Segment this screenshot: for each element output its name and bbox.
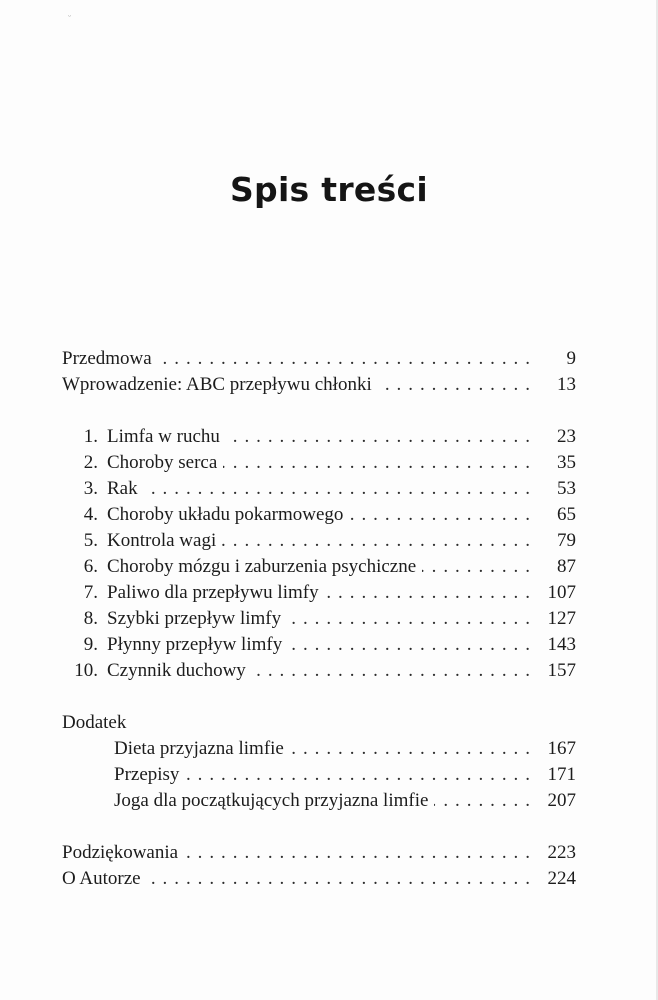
dot-leader: [144, 476, 530, 502]
toc-entry-page: 167: [547, 738, 576, 759]
toc-chapter-3[interactable]: [62, 476, 576, 502]
toc-entry-title: Limfa w ruchu: [107, 426, 220, 447]
toc-appendix-item-3[interactable]: [62, 788, 576, 814]
toc-appendix-item-2[interactable]: [62, 762, 576, 788]
chapter-number: 4.: [83, 504, 98, 525]
toc-entry-page: 35: [557, 452, 576, 473]
dot-leader: [287, 606, 530, 632]
toc-entry-introduction[interactable]: [62, 372, 576, 398]
chapter-number: 7.: [83, 582, 98, 603]
toc-entry-page: 224: [547, 868, 576, 889]
toc-entry-title: Wprowadzenie: ABC przepływu chłonki: [62, 374, 372, 395]
toc-entry-title: Szybki przepływ limfy: [107, 608, 282, 629]
toc-entry-title: Przepisy: [114, 764, 180, 785]
toc-appendix-item-1[interactable]: [62, 736, 576, 762]
dot-leader: [158, 346, 530, 372]
dot-leader: [349, 502, 530, 528]
toc-chapter-1[interactable]: [62, 424, 576, 450]
toc-entry-title: Paliwo dla przepływu limfy: [107, 582, 319, 603]
toc-entry-page: 207: [547, 790, 576, 811]
chapter-number: 5.: [83, 530, 98, 551]
page-title: Spis treści: [229, 170, 429, 209]
chapter-number: 1.: [83, 426, 98, 447]
toc-chapter-5[interactable]: [62, 528, 576, 554]
dot-leader: [378, 372, 530, 398]
toc-entry-title: Przedmowa: [62, 348, 152, 369]
dot-leader: [422, 554, 530, 580]
chapter-number: 8.: [83, 608, 98, 629]
toc-entry-acknowledgements[interactable]: [62, 840, 576, 866]
toc-entry-page: 143: [547, 634, 576, 655]
toc-chapter-2[interactable]: [62, 450, 576, 476]
toc-entry-page: 157: [547, 660, 576, 681]
toc-chapter-8[interactable]: [62, 606, 576, 632]
dot-leader: [325, 580, 530, 606]
toc-chapter-9[interactable]: [62, 632, 576, 658]
toc-entry-page: 53: [557, 478, 576, 499]
dot-leader: [147, 866, 530, 892]
toc-entry-about-author[interactable]: [62, 866, 576, 892]
toc-entry-title: Czynnik duchowy: [107, 660, 246, 681]
toc-entry-page: 127: [547, 608, 576, 629]
toc-entry-title: Kontrola wagi: [107, 530, 217, 551]
toc-entry-page: 13: [557, 374, 576, 395]
toc-entry-page: 23: [557, 426, 576, 447]
toc-chapter-7[interactable]: [62, 580, 576, 606]
dot-leader: [226, 424, 530, 450]
chapter-number: 9.: [83, 634, 98, 655]
chapter-number: 2.: [83, 452, 98, 473]
toc-chapter-6[interactable]: [62, 554, 576, 580]
toc-entry-title: Choroby serca: [107, 452, 218, 473]
dot-leader: [288, 632, 530, 658]
dot-leader: [184, 840, 530, 866]
chapter-number: 10.: [74, 660, 98, 681]
toc-entry-page: 171: [547, 764, 576, 785]
toc-entry-title: Dieta przyjazna limfie: [114, 738, 284, 759]
dot-leader: [223, 450, 530, 476]
appendix-heading: Dodatek: [62, 712, 127, 733]
toc-entry-page: 107: [547, 582, 576, 603]
toc-entry-title: Choroby układu pokarmowego: [107, 504, 344, 525]
toc-entry-title: Podziękowania: [62, 842, 179, 863]
toc-chapter-10[interactable]: [62, 658, 576, 684]
scan-speck: ᵕ: [68, 12, 72, 21]
toc-entry-title: Płynny przepływ limfy: [107, 634, 283, 655]
toc-entry-preface[interactable]: [62, 346, 576, 372]
dot-leader: [252, 658, 530, 684]
toc-entry-title: O Autorze: [62, 868, 141, 889]
dot-leader: [434, 788, 530, 814]
toc-entry-page: 65: [557, 504, 576, 525]
toc-entry-page: 87: [557, 556, 576, 577]
toc-entry-title: Choroby mózgu i zaburzenia psychiczne: [107, 556, 417, 577]
toc-chapter-4[interactable]: [62, 502, 576, 528]
toc-entry-page: 223: [547, 842, 576, 863]
toc-entry-title: Joga dla początkujących przyjazna limfie: [114, 790, 429, 811]
toc-entry-page: 79: [557, 530, 576, 551]
chapter-number: 3.: [83, 478, 98, 499]
dot-leader: [290, 736, 530, 762]
toc-entry-title: Rak: [107, 478, 138, 499]
toc-entry-page: 9: [566, 348, 576, 369]
dot-leader: [185, 762, 530, 788]
chapter-number: 6.: [83, 556, 98, 577]
dot-leader: [222, 528, 530, 554]
